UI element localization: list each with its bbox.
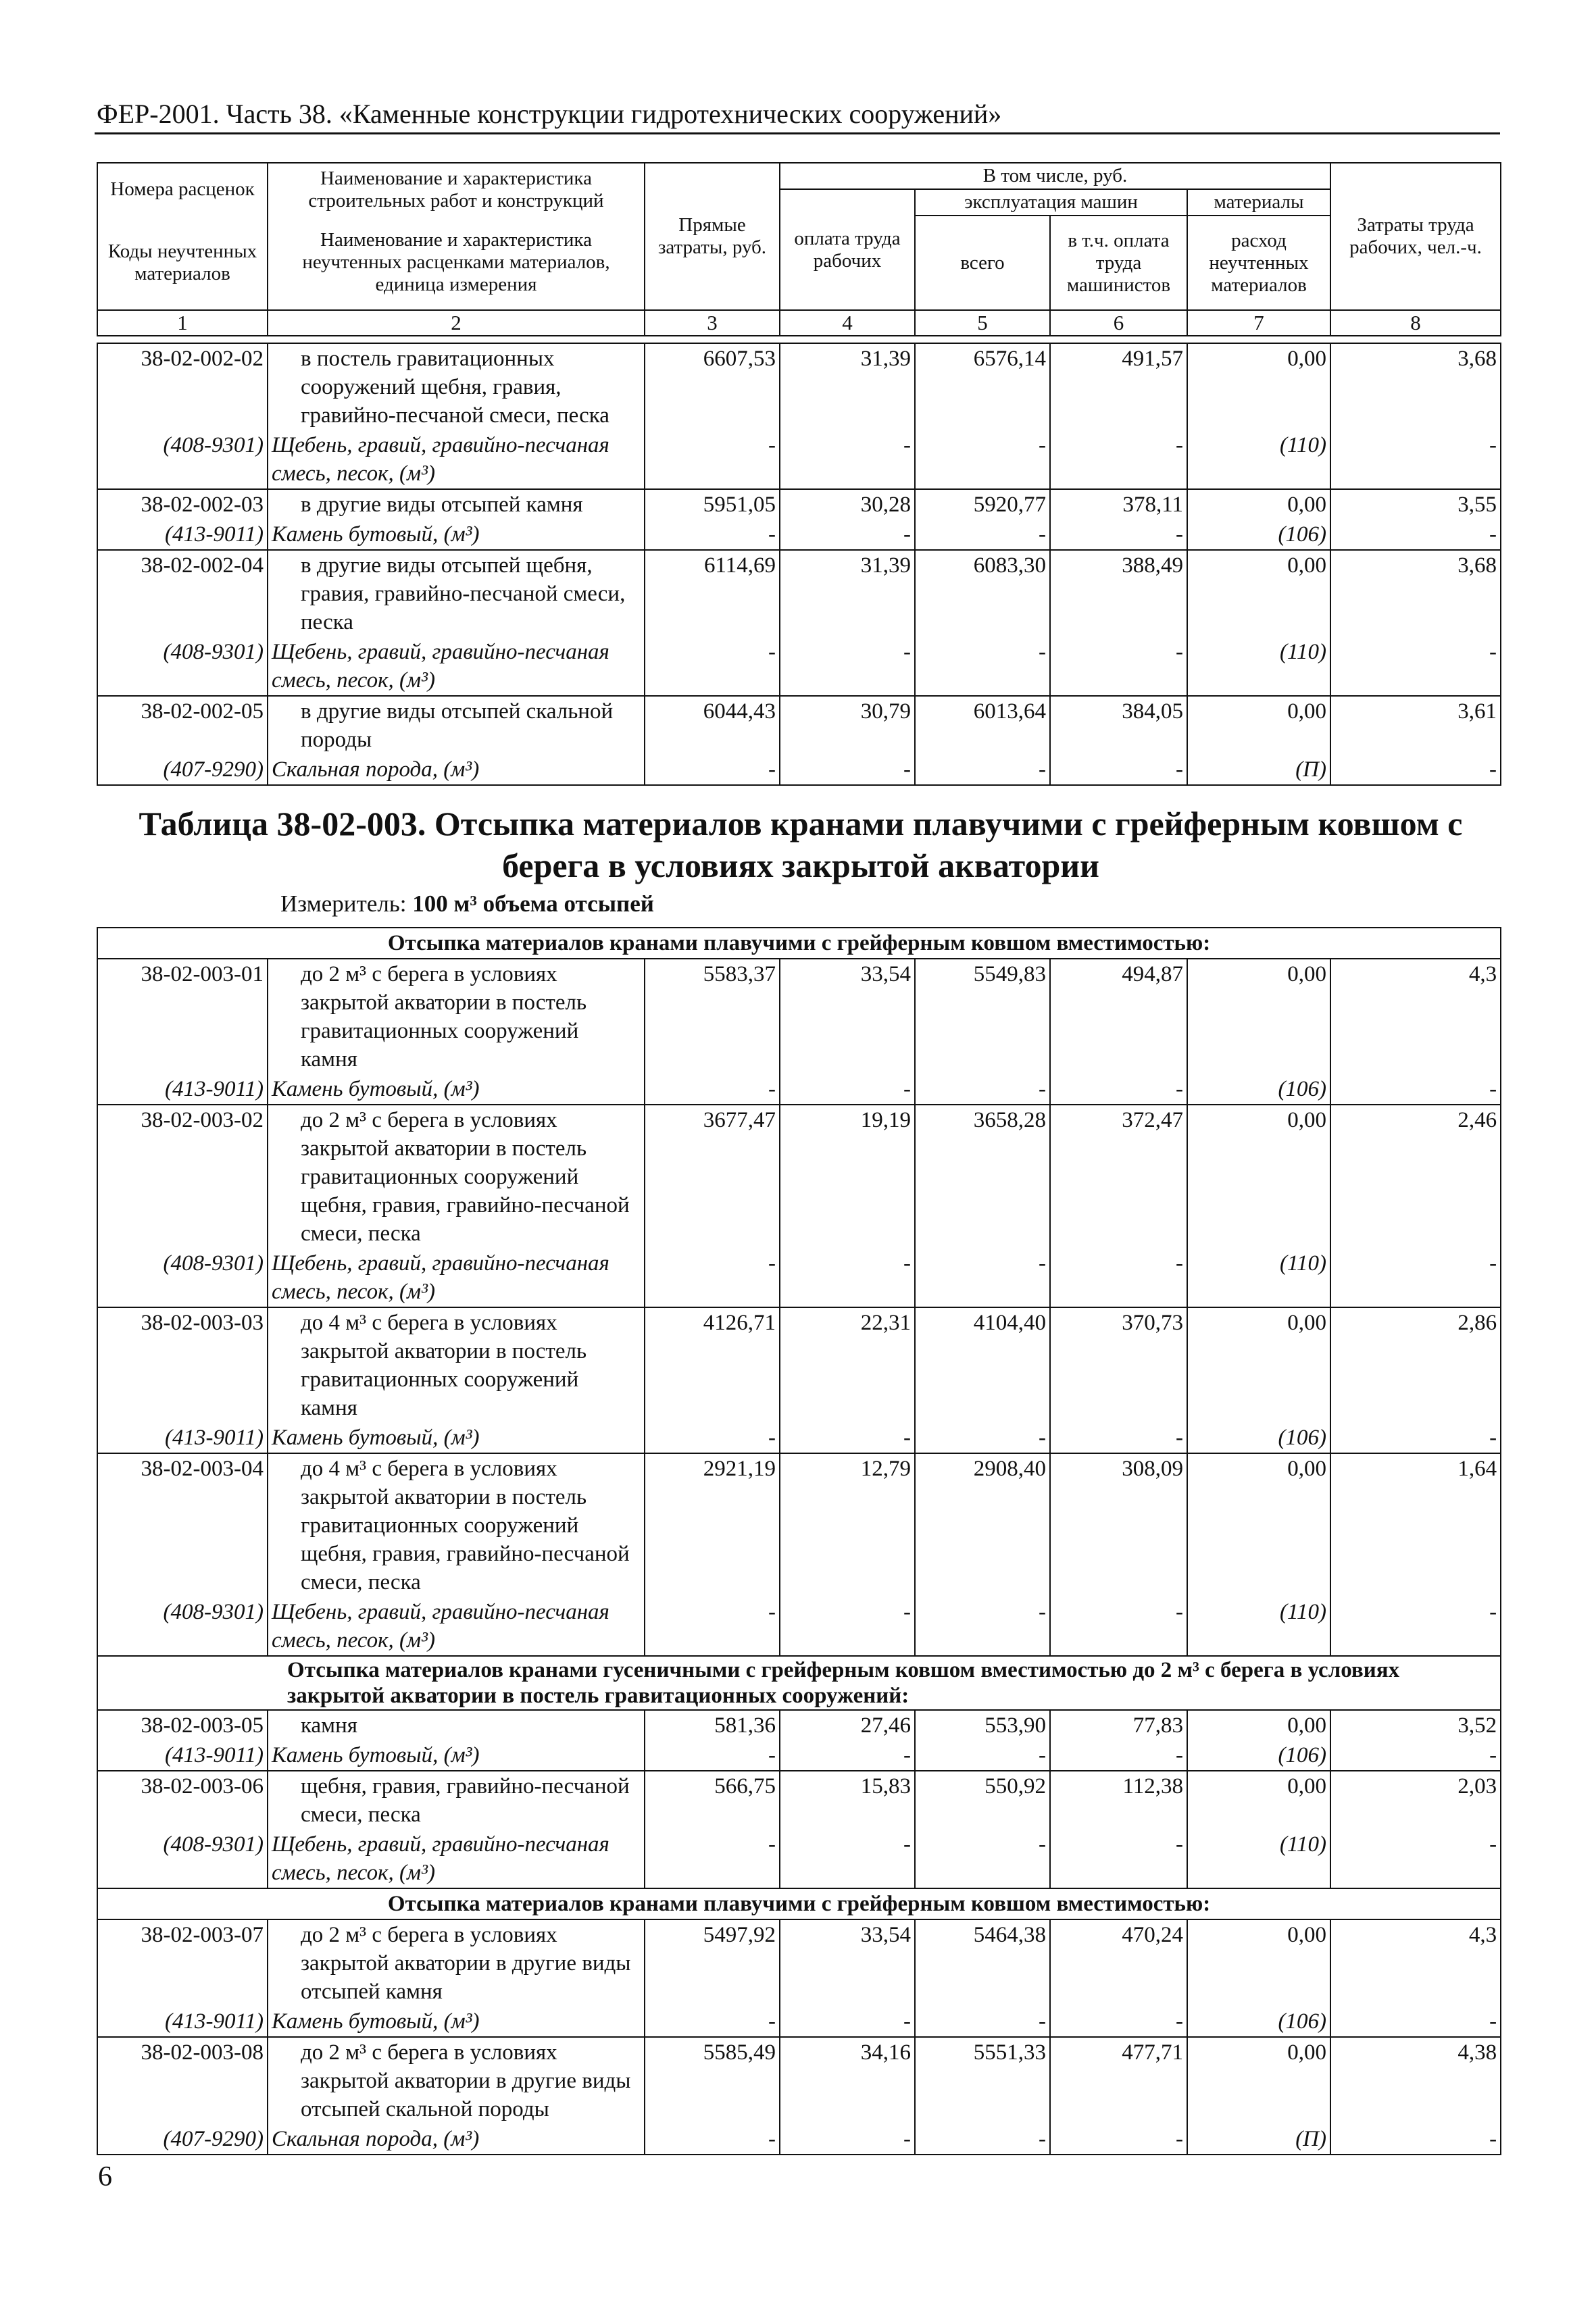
machinist-pay: 477,71 (1050, 2037, 1187, 2124)
machines-total: 5920,77 (915, 489, 1050, 520)
header-labor-cost: Затраты труда рабочих, чел.-ч. (1330, 163, 1501, 310)
col-number: 2 (268, 310, 645, 336)
empty-dash: - (645, 520, 780, 550)
rate-name-text: до 4 м³ с берега в условиях закрытой акватории в постель гравитационных сооружений камня (301, 1311, 587, 1420)
empty-dash: - (1050, 755, 1187, 785)
machinist-pay: 384,05 (1050, 696, 1187, 755)
material-quantity: (106) (1187, 1423, 1330, 1453)
empty-dash: - (1050, 1249, 1187, 1307)
direct-costs: 3677,47 (645, 1105, 780, 1249)
col-number: 4 (780, 310, 915, 336)
empty-dash: - (1050, 1830, 1187, 1888)
machines-total: 5464,38 (915, 1919, 1050, 2007)
labor-hours: 1,64 (1330, 1453, 1501, 1597)
rate-row (97, 1105, 1501, 1249)
material-quantity: (106) (1187, 520, 1330, 550)
material-name: Щебень, гравий, гравийно-песчаная смесь, песок, (м³) (268, 1597, 645, 1656)
material-row (97, 1830, 1501, 1888)
empty-dash: - (1330, 1597, 1501, 1656)
material-code: (413-9011) (97, 520, 268, 550)
materials-cost: 0,00 (1187, 1710, 1330, 1740)
labor-hours: 4,3 (1330, 959, 1501, 1074)
empty-dash: - (645, 2124, 780, 2155)
rate-name (268, 1710, 645, 1740)
header-direct-costs: Прямые затраты, руб. (645, 163, 780, 310)
header-rule (95, 132, 1500, 134)
machinist-pay: 370,73 (1050, 1307, 1187, 1423)
rate-name (268, 1105, 645, 1249)
material-quantity: (П) (1187, 755, 1330, 785)
direct-costs: 566,75 (645, 1771, 780, 1830)
running-header: ФЕР-2001. Часть 38. «Каменные конструкции гидротехнических сооружений» (97, 99, 1002, 129)
rate-row (97, 343, 1501, 430)
empty-dash: - (915, 2007, 1050, 2037)
material-name: Щебень, гравий, гравийно-песчаная смесь, песок, (м³) (268, 637, 645, 696)
material-quantity: (106) (1187, 1074, 1330, 1105)
labor-pay: 33,54 (780, 959, 915, 1074)
rate-code: 38-02-002-05 (97, 696, 268, 755)
section-title (101, 803, 1500, 886)
empty-dash: - (780, 1597, 915, 1656)
empty-dash: - (780, 1074, 915, 1105)
labor-hours: 3,68 (1330, 343, 1501, 430)
rate-code: 38-02-003-04 (97, 1453, 268, 1597)
rate-name-text: в другие виды отсыпей камня (301, 493, 583, 517)
labor-pay: 31,39 (780, 343, 915, 430)
col-number: 6 (1050, 310, 1187, 336)
rate-name-text: в другие виды отсыпей щебня, гравия, гравийно-песчаной смеси, песка (301, 553, 626, 634)
empty-dash: - (645, 1740, 780, 1771)
group-heading: Отсыпка материалов кранами гусеничными с грейферным ковшом вместимостью до 2 м³ с берега в условиях закрытой акватории в постель гравитационных сооружений: (97, 1656, 1501, 1710)
machines-total: 3658,28 (915, 1105, 1050, 1249)
material-name: Камень бутовый, (м³) (268, 520, 645, 550)
rate-row (97, 550, 1501, 637)
material-code: (413-9011) (97, 1423, 268, 1453)
direct-costs: 5951,05 (645, 489, 780, 520)
rate-row (97, 1771, 1501, 1830)
material-code: (407-9290) (97, 2124, 268, 2155)
material-name: Щебень, гравий, гравийно-песчаная смесь, песок, (м³) (268, 1830, 645, 1888)
section-title-line: берега в условиях закрытой акватории (502, 847, 1099, 884)
material-code: (408-9301) (97, 430, 268, 489)
rate-row (97, 1919, 1501, 2007)
empty-dash: - (1330, 430, 1501, 489)
materials-cost: 0,00 (1187, 489, 1330, 520)
empty-dash: - (645, 1830, 780, 1888)
empty-dash: - (1330, 1423, 1501, 1453)
machines-total: 5551,33 (915, 2037, 1050, 2124)
header-machines-total: всего (915, 216, 1050, 310)
col-number: 8 (1330, 310, 1501, 336)
machinist-pay: 378,11 (1050, 489, 1187, 520)
labor-pay: 33,54 (780, 1919, 915, 2007)
empty-dash: - (645, 1249, 780, 1307)
header-machinist-pay: в т.ч. оплата труда машинистов (1050, 216, 1187, 310)
machines-total: 6013,64 (915, 696, 1050, 755)
header-including: В том числе, руб. (780, 163, 1330, 189)
material-code: (413-9011) (97, 1074, 268, 1105)
measure-label: Измеритель: (280, 890, 407, 917)
col-number: 1 (97, 310, 268, 336)
empty-dash: - (915, 1423, 1050, 1453)
labor-pay: 15,83 (780, 1771, 915, 1830)
rate-name-text: в постель гравитационных сооружений щебня, гравия, гравийно-песчаной смеси, песка (301, 347, 609, 428)
material-code: (408-9301) (97, 637, 268, 696)
measure-value: 100 м³ объема отсыпей (412, 890, 654, 917)
empty-dash: - (1050, 1074, 1187, 1105)
machinist-pay: 470,24 (1050, 1919, 1187, 2007)
direct-costs: 5497,92 (645, 1919, 780, 2007)
rate-row (97, 1453, 1501, 1597)
material-quantity: (106) (1187, 2007, 1330, 2037)
header-labor-pay: оплата труда рабочих (780, 189, 915, 310)
machinist-pay: 388,49 (1050, 550, 1187, 637)
materials-cost: 0,00 (1187, 1771, 1330, 1830)
empty-dash: - (1330, 2124, 1501, 2155)
empty-dash: - (1330, 637, 1501, 696)
materials-cost: 0,00 (1187, 696, 1330, 755)
machinist-pay: 491,57 (1050, 343, 1187, 430)
labor-hours: 2,46 (1330, 1105, 1501, 1249)
material-name: Камень бутовый, (м³) (268, 1423, 645, 1453)
header-codes-bottom: Коды неучтенных материалов (97, 216, 268, 310)
material-row (97, 2124, 1501, 2155)
group-heading: Отсыпка материалов кранами плавучими с грейферным ковшом вместимостью: (97, 1888, 1501, 1919)
rate-name-text: до 2 м³ с берега в условиях закрытой акватории в другие виды отсыпей камня (301, 1923, 631, 2004)
direct-costs: 5585,49 (645, 2037, 780, 2124)
empty-dash: - (915, 520, 1050, 550)
labor-hours: 4,3 (1330, 1919, 1501, 2007)
rate-code: 38-02-003-03 (97, 1307, 268, 1423)
materials-cost: 0,00 (1187, 2037, 1330, 2124)
material-code: (408-9301) (97, 1249, 268, 1307)
material-name: Щебень, гравий, гравийно-песчаная смесь, песок, (м³) (268, 1249, 645, 1307)
empty-dash: - (915, 637, 1050, 696)
rate-name (268, 2037, 645, 2124)
material-row (97, 1740, 1501, 1771)
direct-costs: 5583,37 (645, 959, 780, 1074)
header-name-bottom: Наименование и характеристика неучтенных расценками материалов, единица измерения (268, 216, 645, 310)
material-code: (408-9301) (97, 1830, 268, 1888)
empty-dash: - (915, 1740, 1050, 1771)
empty-dash: - (645, 1423, 780, 1453)
rate-name-text: до 4 м³ с берега в условиях закрытой акватории в постель гравитационных сооружений щебня, гравия, гравийно-песчаной смеси, песка (301, 1457, 630, 1594)
labor-pay: 34,16 (780, 2037, 915, 2124)
empty-dash: - (780, 430, 915, 489)
machinist-pay: 112,38 (1050, 1771, 1187, 1830)
col-number: 7 (1187, 310, 1330, 336)
empty-dash: - (645, 1074, 780, 1105)
materials-cost: 0,00 (1187, 343, 1330, 430)
empty-dash: - (915, 755, 1050, 785)
rate-name (268, 1919, 645, 2007)
header-machines: эксплуатация машин (915, 189, 1187, 216)
labor-pay: 31,39 (780, 550, 915, 637)
empty-dash: - (780, 1423, 915, 1453)
empty-dash: - (1050, 1423, 1187, 1453)
rate-code: 38-02-003-05 (97, 1710, 268, 1740)
material-quantity: (106) (1187, 1740, 1330, 1771)
empty-dash: - (1330, 755, 1501, 785)
empty-dash: - (915, 1074, 1050, 1105)
materials-cost: 0,00 (1187, 959, 1330, 1074)
empty-dash: - (645, 637, 780, 696)
header-codes-top: Номера расценок (97, 163, 268, 216)
labor-hours: 2,03 (1330, 1771, 1501, 1830)
empty-dash: - (645, 1597, 780, 1656)
labor-hours: 3,52 (1330, 1710, 1501, 1740)
header-materials: материалы (1187, 189, 1330, 216)
material-row (97, 520, 1501, 550)
empty-dash: - (780, 1249, 915, 1307)
group-heading: Отсыпка материалов кранами плавучими с грейферным ковшом вместимостью: (97, 928, 1501, 959)
empty-dash: - (915, 430, 1050, 489)
direct-costs: 6044,43 (645, 696, 780, 755)
rate-code: 38-02-003-02 (97, 1105, 268, 1249)
material-row (97, 755, 1501, 785)
empty-dash: - (1050, 2007, 1187, 2037)
empty-dash: - (1330, 1830, 1501, 1888)
empty-dash: - (780, 520, 915, 550)
material-name: Камень бутовый, (м³) (268, 1074, 645, 1105)
materials-cost: 0,00 (1187, 1453, 1330, 1597)
material-quantity: (110) (1187, 1597, 1330, 1656)
rate-name-text: до 2 м³ с берега в условиях закрытой акватории в постель гравитационных сооружений камня (301, 962, 587, 1072)
material-code: (413-9011) (97, 2007, 268, 2037)
rates-table-002 (97, 343, 1501, 786)
material-quantity: (110) (1187, 1249, 1330, 1307)
direct-costs: 4126,71 (645, 1307, 780, 1423)
measure-line (280, 890, 654, 917)
labor-pay: 12,79 (780, 1453, 915, 1597)
machines-total: 6083,30 (915, 550, 1050, 637)
rate-row (97, 959, 1501, 1074)
labor-pay: 30,28 (780, 489, 915, 520)
empty-dash: - (1050, 1597, 1187, 1656)
rate-row (97, 1710, 1501, 1740)
material-name: Скальная порода, (м³) (268, 755, 645, 785)
material-row (97, 1423, 1501, 1453)
material-row (97, 1249, 1501, 1307)
rate-code: 38-02-002-04 (97, 550, 268, 637)
rate-name (268, 1307, 645, 1423)
rate-name (268, 343, 645, 430)
labor-hours: 3,68 (1330, 550, 1501, 637)
machinist-pay: 494,87 (1050, 959, 1187, 1074)
empty-dash: - (1330, 2007, 1501, 2037)
labor-pay: 30,79 (780, 696, 915, 755)
rate-name (268, 1771, 645, 1830)
material-name: Камень бутовый, (м³) (268, 2007, 645, 2037)
rate-name-text: камня (301, 1713, 357, 1738)
material-quantity: (110) (1187, 430, 1330, 489)
materials-cost: 0,00 (1187, 1919, 1330, 2007)
rate-name (268, 489, 645, 520)
materials-cost: 0,00 (1187, 1105, 1330, 1249)
material-name: Скальная порода, (м³) (268, 2124, 645, 2155)
rate-name-text: щебня, гравия, гравийно-песчаной смеси, песка (301, 1774, 630, 1827)
materials-cost: 0,00 (1187, 1307, 1330, 1423)
direct-costs: 6114,69 (645, 550, 780, 637)
empty-dash: - (915, 1830, 1050, 1888)
direct-costs: 581,36 (645, 1710, 780, 1740)
material-name: Щебень, гравий, гравийно-песчаная смесь, песок, (м³) (268, 430, 645, 489)
material-name: Камень бутовый, (м³) (268, 1740, 645, 1771)
rate-name (268, 959, 645, 1074)
empty-dash: - (915, 2124, 1050, 2155)
material-code: (413-9011) (97, 1740, 268, 1771)
col-number: 5 (915, 310, 1050, 336)
material-quantity: (110) (1187, 637, 1330, 696)
rate-code: 38-02-003-08 (97, 2037, 268, 2124)
labor-pay: 22,31 (780, 1307, 915, 1423)
rate-code: 38-02-003-06 (97, 1771, 268, 1830)
empty-dash: - (1330, 1249, 1501, 1307)
rate-row (97, 489, 1501, 520)
col-number: 3 (645, 310, 780, 336)
material-row (97, 637, 1501, 696)
rate-name (268, 696, 645, 755)
direct-costs: 6607,53 (645, 343, 780, 430)
machines-total: 550,92 (915, 1771, 1050, 1830)
rate-code: 38-02-003-01 (97, 959, 268, 1074)
rate-row (97, 2037, 1501, 2124)
machinist-pay: 372,47 (1050, 1105, 1187, 1249)
rate-name-text: до 2 м³ с берега в условиях закрытой акватории в постель гравитационных сооружений щебня, гравия, гравийно-песчаной смеси, песка (301, 1108, 630, 1246)
machinist-pay: 308,09 (1050, 1453, 1187, 1597)
empty-dash: - (780, 2007, 915, 2037)
empty-dash: - (1050, 2124, 1187, 2155)
machines-total: 2908,40 (915, 1453, 1050, 1597)
empty-dash: - (1050, 520, 1187, 550)
empty-dash: - (915, 1597, 1050, 1656)
empty-dash: - (780, 1830, 915, 1888)
material-quantity: (110) (1187, 1830, 1330, 1888)
page-number: 6 (98, 2161, 112, 2192)
material-row (97, 2007, 1501, 2037)
labor-pay: 19,19 (780, 1105, 915, 1249)
rate-code: 38-02-002-03 (97, 489, 268, 520)
direct-costs: 2921,19 (645, 1453, 780, 1597)
empty-dash: - (1050, 637, 1187, 696)
empty-dash: - (1330, 520, 1501, 550)
rate-name (268, 1453, 645, 1597)
empty-dash: - (780, 1740, 915, 1771)
empty-dash: - (1050, 430, 1187, 489)
empty-dash: - (1330, 1074, 1501, 1105)
material-code: (408-9301) (97, 1597, 268, 1656)
rate-name-text: в другие виды отсыпей скальной породы (301, 699, 614, 752)
empty-dash: - (645, 430, 780, 489)
labor-hours: 4,38 (1330, 2037, 1501, 2124)
rate-name (268, 550, 645, 637)
empty-dash: - (1050, 1740, 1187, 1771)
empty-dash: - (780, 2124, 915, 2155)
machines-total: 6576,14 (915, 343, 1050, 430)
rate-row (97, 696, 1501, 755)
rate-row (97, 1307, 1501, 1423)
empty-dash: - (780, 755, 915, 785)
materials-cost: 0,00 (1187, 550, 1330, 637)
header-materials-unaccounted: расход неучтенных материалов (1187, 216, 1330, 310)
machines-total: 4104,40 (915, 1307, 1050, 1423)
table-header (97, 162, 1501, 336)
rate-code: 38-02-003-07 (97, 1919, 268, 2007)
empty-dash: - (1330, 1740, 1501, 1771)
rate-code: 38-02-002-02 (97, 343, 268, 430)
empty-dash: - (645, 755, 780, 785)
material-row (97, 430, 1501, 489)
machinist-pay: 77,83 (1050, 1710, 1187, 1740)
labor-pay: 27,46 (780, 1710, 915, 1740)
machines-total: 5549,83 (915, 959, 1050, 1074)
rate-name-text: до 2 м³ с берега в условиях закрытой акватории в другие виды отсыпей скальной породы (301, 2040, 631, 2121)
labor-hours: 3,61 (1330, 696, 1501, 755)
labor-hours: 2,86 (1330, 1307, 1501, 1423)
empty-dash: - (645, 2007, 780, 2037)
empty-dash: - (915, 1249, 1050, 1307)
empty-dash: - (780, 637, 915, 696)
material-quantity: (П) (1187, 2124, 1330, 2155)
material-row (97, 1597, 1501, 1656)
header-name-top: Наименование и характеристика строительных работ и конструкций (268, 163, 645, 216)
rates-table-003 (97, 927, 1501, 2155)
labor-hours: 3,55 (1330, 489, 1501, 520)
section-title-line: Таблица 38-02-003. Отсыпка материалов кранами плавучими с грейферным ковшом с (139, 805, 1463, 842)
material-code: (407-9290) (97, 755, 268, 785)
machines-total: 553,90 (915, 1710, 1050, 1740)
material-row (97, 1074, 1501, 1105)
